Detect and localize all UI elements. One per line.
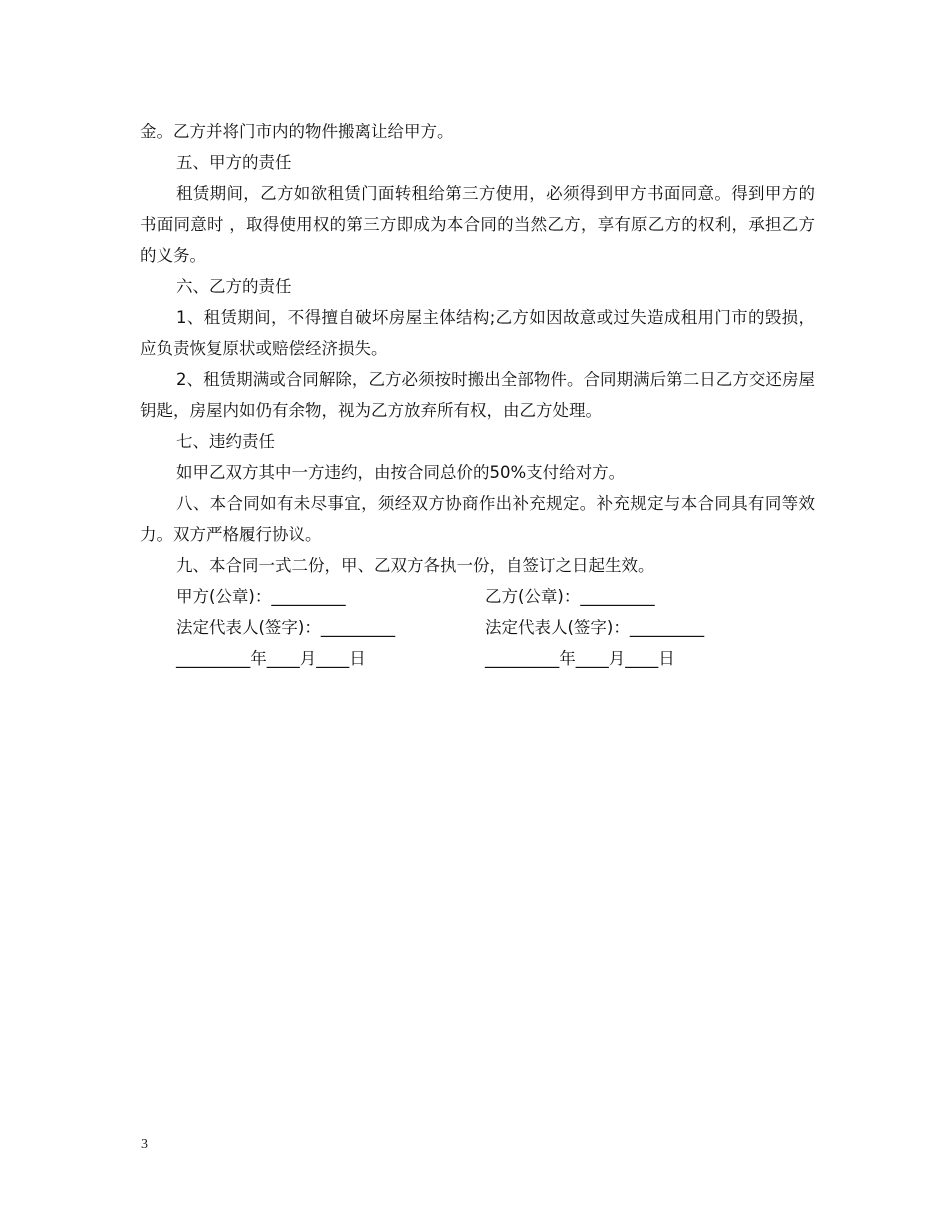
party-a-representative-line: 法定代表人(签字)：_________: [176, 618, 396, 637]
section-heading-party-b-duties: 六、乙方的责任: [176, 277, 292, 296]
signature-row-date: [140, 643, 815, 674]
contract-body: [140, 116, 815, 674]
section-heading-party-a-duties: 五、甲方的责任: [176, 153, 292, 172]
paragraph-sublease: 租赁期间，乙方如欲租赁门面转租给第三方使用，必须得到甲方书面同意。得到甲方的书面同意时 ，取得使用权的第三方即成为本合同的当然乙方，享有原乙方的权利，承担乙方的义务。: [140, 184, 815, 265]
party-b-date-line: _________年____月____日: [485, 649, 675, 668]
page-number: 3: [141, 1137, 148, 1152]
paragraph-breach-penalty: 如甲乙双方其中一方违约，由按合同总价的50%支付给对方。: [176, 463, 626, 482]
paragraph-lease-expiry: 2、租赁期满或合同解除，乙方必须按时搬出全部物件。合同期满后第二日乙方交还房屋钥匙，房屋内如仍有余物，视为乙方放弃所有权，由乙方处理。: [140, 370, 815, 420]
party-b-seal-line: 乙方(公章)：_________: [485, 587, 655, 606]
paragraph-supplementary: 八、本合同如有未尽事宜，须经双方协商作出补充规定。补充规定与本合同具有同等效力。双方严格履行协议。: [140, 494, 815, 544]
paragraph-continuation: 金。乙方并将门市内的物件搬离让给甲方。: [140, 122, 454, 141]
section-heading-breach: 七、违约责任: [176, 432, 275, 451]
paragraph-structure-damage: 1、租赁期间，不得擅自破坏房屋主体结构;乙方如因故意或过失造成租用门市的毁损，应负责恢复原状或赔偿经济损失。: [140, 308, 815, 358]
party-a-seal-line: 甲方(公章)：_________: [176, 587, 346, 606]
party-b-representative-line: 法定代表人(签字)：_________: [485, 618, 705, 637]
signature-row-seal: [140, 581, 815, 612]
paragraph-copies: 九、本合同一式二份，甲、乙双方各执一份，自签订之日起生效。: [176, 556, 655, 575]
signature-row-representative: [140, 612, 815, 643]
party-a-date-line: _________年____月____日: [176, 649, 366, 668]
